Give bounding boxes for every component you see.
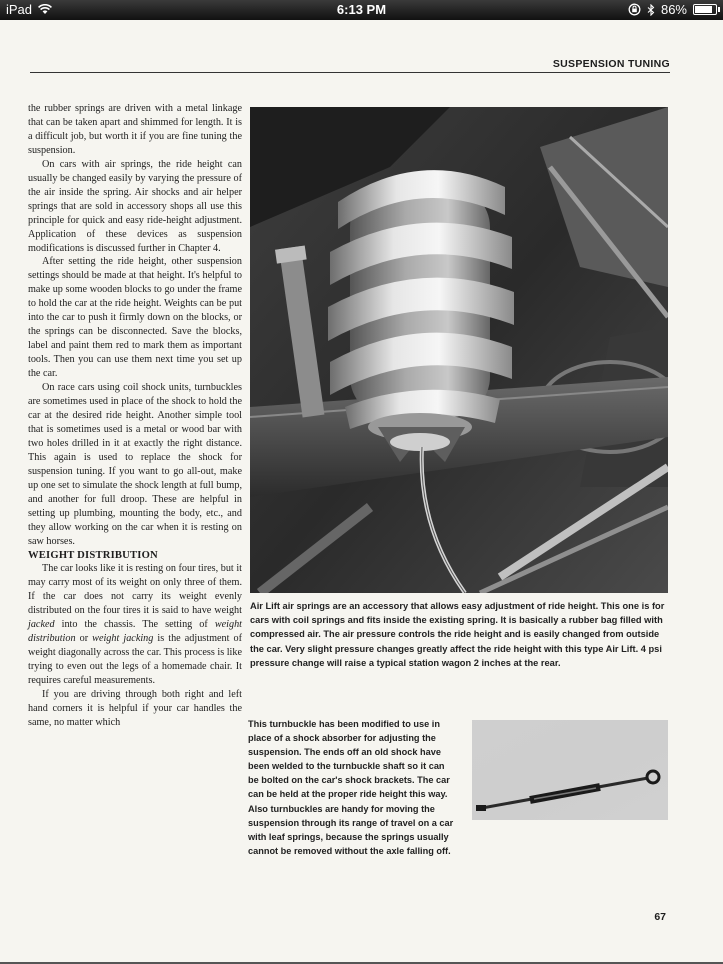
section-heading: WEIGHT DISTRIBUTION xyxy=(28,549,158,561)
orientation-lock-icon xyxy=(628,3,641,16)
photo-caption: Air Lift air springs are an accessory that allows easy adjustment of ride height. This one is for cars with coil springs and fits inside the existing spring. It is basically a rubber bag filled with compressed air. The air pressure controls the ride height and is easily changed from outside the car. Very slight pressure changes greatly affect the ride height with this type Air Lift. 4 psi pressure change will raise a typical station wagon 2 inches at the rear. xyxy=(250,601,665,668)
device-name: iPad xyxy=(6,2,33,17)
battery-percent: 86% xyxy=(660,2,687,17)
turnbuckle-photo xyxy=(472,720,668,820)
status-bar xyxy=(0,0,723,20)
air-spring-photo xyxy=(250,107,668,593)
status-time: 6:13 PM xyxy=(336,2,387,17)
book-page xyxy=(0,20,723,962)
page-number: 67 xyxy=(654,911,666,923)
paragraph: After setting the ride height, other suspension settings should be made at that height. It's helpful to make up some wooden blocks to go under the frame to hold the car at the ride height. Weights can be put into the car to push it firmly down on the blocks, or the springs can be disconnected. Save the blocks, label and paint them red to mark them as important tools. Then you can use them next time you set up the car. xyxy=(28,256,242,380)
paragraph: On race cars using coil shock units, turnbuckles are sometimes used in place of the shock to hold the car at the desired ride height. Another simple tool that is sometimes used is a metal or wood bar with two holes drilled in it at exactly the right distance. This again is used to replace the shock for suspension tuning. If you want to go all-out, make up one set to simulate the shock length at full bump, and another for full droop. These are helpful in setting up plumbing, mounting the body, etc., and they allow working on the car when it is resting on saw horses. xyxy=(28,382,242,547)
battery-icon xyxy=(693,4,717,15)
paragraph: If you are driving through both right and left hand corners it is helpful if your car handles the same, no matter which xyxy=(28,689,242,728)
header-rule xyxy=(30,72,670,73)
paragraph: The car looks like it is resting on four tires, but it may carry most of its weight on only three of them. If the car does not carry its weight evenly distributed on the four tires it is said to have weight jacked into the chassis. The setting of weight distribution or weight jacking is the adjustment of weight diagonally across the car. This process is like trying to even out the legs of a homemade chair. It requires careful measurements. xyxy=(28,563,242,687)
bluetooth-icon xyxy=(647,4,655,16)
paragraph: On cars with air springs, the ride height can usually be changed easily by varying the pressure of the air inside the spring. Air shocks and air helper springs that are sold in accessory shops all use this principle for quick and easy ride-height adjustment. Application of these devices as suspension modifications is discussed further in Chapter 4. xyxy=(28,158,242,254)
turnbuckle-caption: This turnbuckle has been modified to use in place of a shock absorber for adjusting the suspension. The ends off an old shock have been welded to the turnbuckle shaft so it can be bolted on the car's shock brackets. The car can be held at the proper ride height this way. Also turnbuckles are handy for moving the suspension through its range of travel on a car with leaf springs, because the springs usually cannot be removed without the axle falling off. xyxy=(248,719,454,856)
running-head: SUSPENSION TUNING xyxy=(552,58,670,70)
body-text-column xyxy=(28,102,242,730)
paragraph: the rubber springs are driven with a metal linkage that can be taken apart and shimmed for length. It is a difficult job, but worth it if you are fine tuning the suspension. xyxy=(28,103,242,156)
